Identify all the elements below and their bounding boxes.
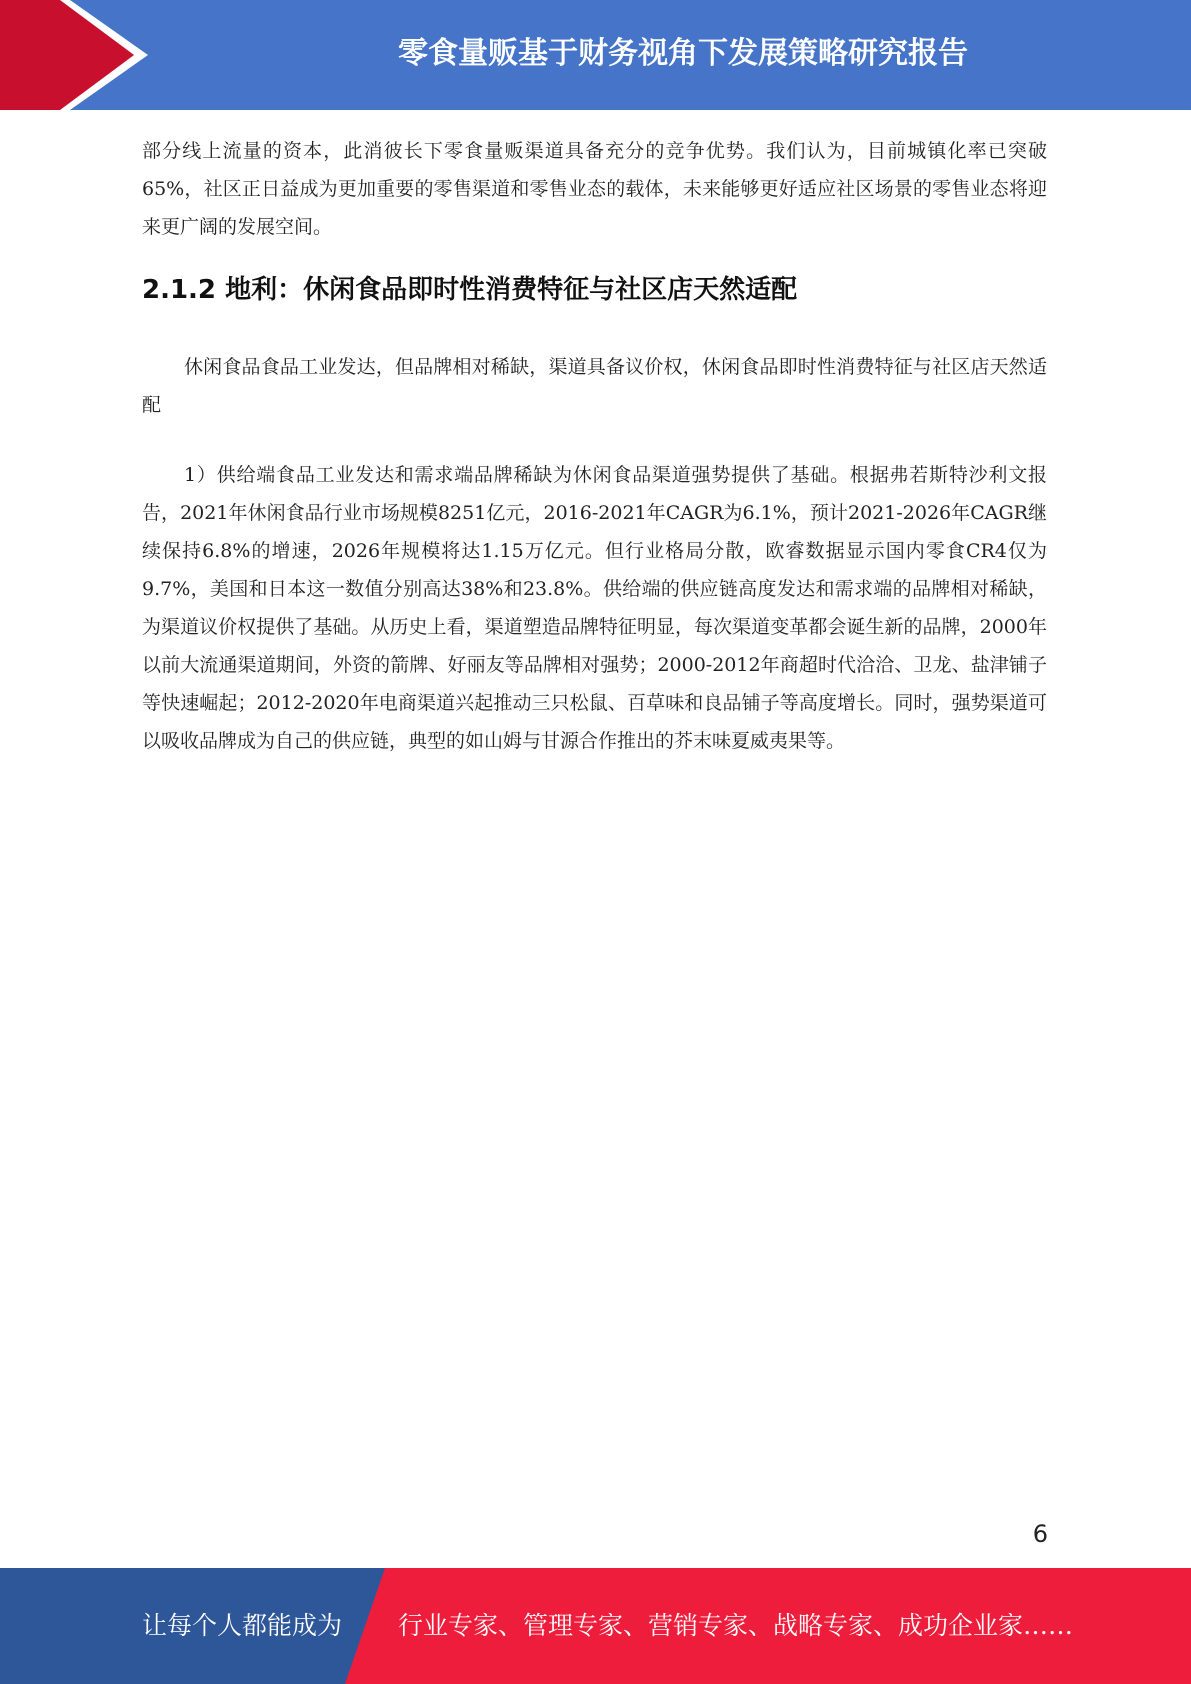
- footer-slogan-right: 行业专家、管理专家、营销专家、战略专家、成功企业家……: [398, 1611, 1074, 1640]
- section-heading: 2.1.2 地利：休闲食品即时性消费特征与社区店天然适配: [142, 275, 798, 305]
- footer-slogan-left: 让每个人都能成为: [142, 1611, 343, 1640]
- paragraph-continued: 部分线上流量的资本，此消彼长下零食量贩渠道具备充分的竞争优势。我们认为，目前城镇化率已突破65%，社区正日益成为更加重要的零售渠道和零售业态的载体，未来能够更好适应社区场景的零售业态将迎来更广阔的发展空间。: [142, 140, 1047, 238]
- footer-banner: [0, 1568, 1191, 1684]
- paragraph-point-1: 1）供给端食品工业发达和需求端品牌稀缺为休闲食品渠道强势提供了基础。根据弗若斯特沙利文报告，2021年休闲食品行业市场规模8251亿元，2016-2021年CAGR为6.1%，预计2021-2026年CAGR继续保持6.8%的增速，2026年规模将达1.15万亿元。但行业格局分散，欧睿数据显示国内零食CR4仅为9.7%，美国和日本这一数值分别高达38%和23.8%。供给端的供应链高度发达和需求端的品牌相对稀缺，为渠道议价权提供了基础。从历史上看，渠道塑造品牌特征明显，每次渠道变革都会诞生新的品牌，2000年以前大流通渠道期间，外资的箭牌、好丽友等品牌相对强势；2000-2012年商超时代洽洽、卫龙、盐津铺子等快速崛起；2012-2020年电商渠道兴起推动三只松鼠、百草味和良品铺子等高度增长。同时，强势渠道可以吸收品牌成为自己的供应链，典型的如山姆与甘源合作推出的芥末味夏威夷果等。: [142, 464, 1047, 752]
- page-number: 6: [1032, 1520, 1048, 1548]
- paragraph-intro: 休闲食品食品工业发达，但品牌相对稀缺，渠道具备议价权，休闲食品即时性消费特征与社区店天然适配: [142, 356, 1047, 416]
- red-chevron-decoration: [0, 0, 150, 110]
- header-banner: [0, 0, 1191, 110]
- main-content: [142, 132, 1047, 760]
- report-title: 零食量贩基于财务视角下发展策略研究报告: [398, 36, 968, 71]
